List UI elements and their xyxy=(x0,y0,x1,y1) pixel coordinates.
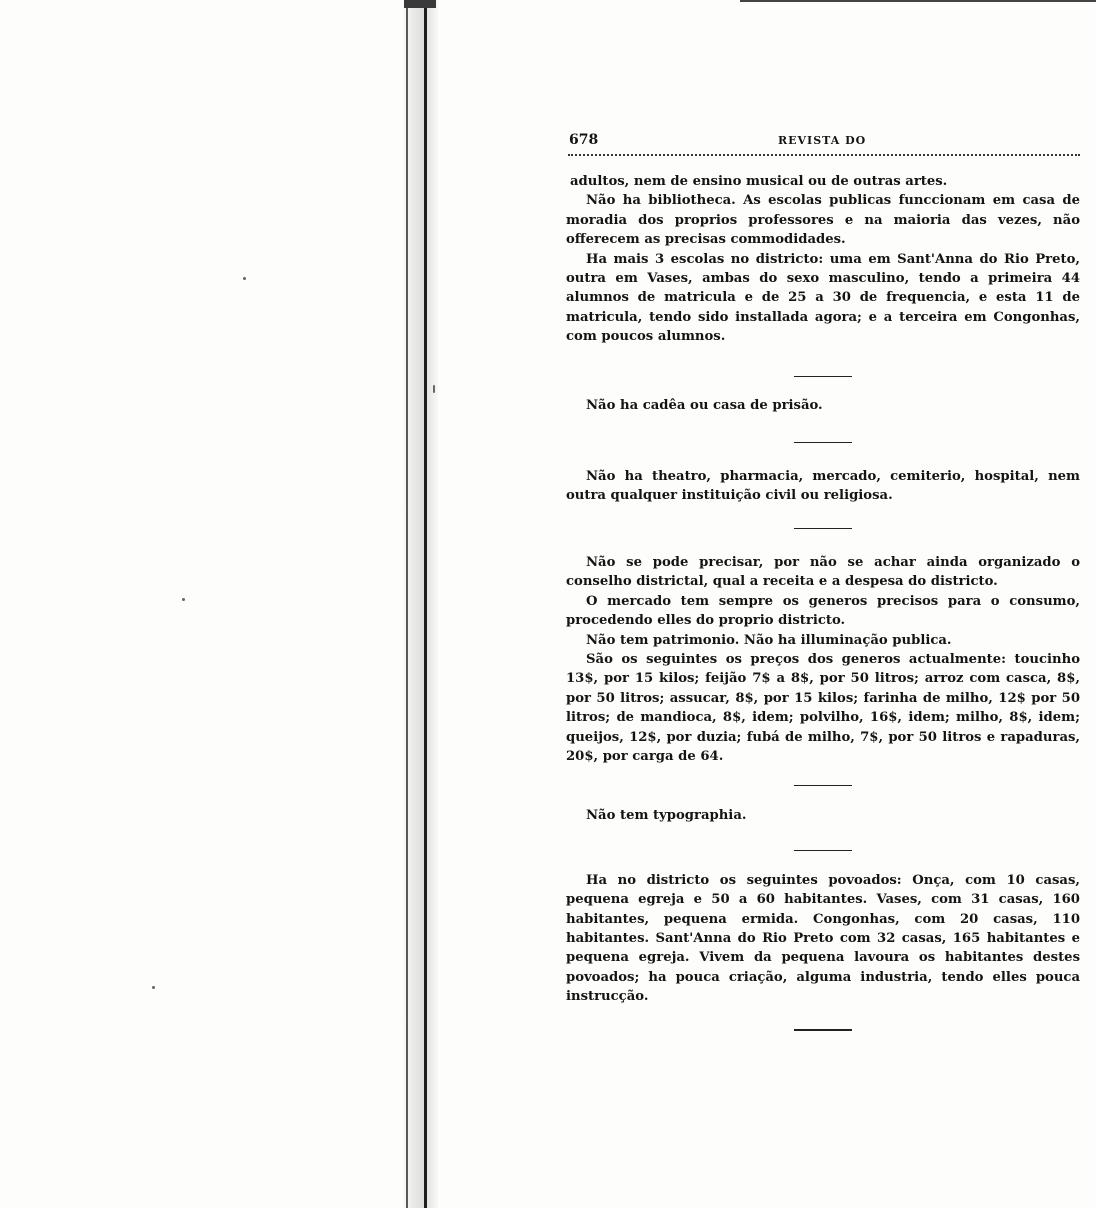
section-separator xyxy=(794,785,852,786)
section-settlements xyxy=(566,871,1080,1007)
paragraph: São os seguintes os preços dos generos actualmente: toucinho 13$, por 15 kilos; feijão 7$ a 8$, por 50 litros; arroz com casca, 8$, por 50 litros; assucar, 8$, por 15 kilos; farinha de milho, 12$ por 50 litros; de mandioca, 8$, idem; polvilho, 16$, idem; milho, 8$, idem; queijos, 12$, por duzia; fubá de milho, 7$, por 50 litros e rapaduras, 20$, por carga de 64. xyxy=(566,651,1080,764)
page-header xyxy=(566,128,1080,152)
paragraph: adultos, nem de ensino musical ou de outras artes. xyxy=(570,174,948,189)
section-finance xyxy=(566,553,1080,766)
scan-speck xyxy=(243,277,246,280)
section-separator xyxy=(794,528,852,529)
section-separator xyxy=(794,442,852,443)
running-title: REVISTA DO xyxy=(778,134,867,147)
section-press xyxy=(566,806,1080,825)
scan-speck xyxy=(182,598,185,601)
section-separator xyxy=(794,376,852,377)
gutter-top-mark xyxy=(404,0,436,8)
gutter-edge-line xyxy=(424,0,427,1208)
paragraph: O mercado tem sempre os generos precisos para o consumo, procedendo elles do proprio districto. xyxy=(566,593,1080,629)
scan-speck xyxy=(433,385,435,393)
paragraph: Não ha bibliotheca. As escolas publicas funccionam em casa de moradia dos proprios professores e na maioria das vezes, não offerecem as precisas commodidades. xyxy=(566,193,1080,248)
paragraph: Ha no districto os seguintes povoados: Onça, com 10 casas, pequena egreja e 50 a 60 habitantes. Vases, com 31 casas, 160 habitantes, pequena ermida. Congonhas, com 20 casas, 110 habitantes. Sant'Anna do Rio Preto com 32 casas, 165 habitantes e pequena egreja. Vivem da pequena lavoura os habitantes destes povoados; ha pouca criação, alguma industria, tendo elles pouca instrucção. xyxy=(566,872,1080,1005)
paragraph: Não se pode precisar, por não se achar ainda organizado o conselho districtal, qual a receita e a despesa do districto. xyxy=(566,554,1080,590)
header-rule xyxy=(568,154,1080,156)
section-separator xyxy=(794,1029,852,1031)
paragraph: Ha mais 3 escolas no districto: uma em Sant'Anna do Rio Preto, outra em Vases, ambas do sexo masculino, tendo a primeira 44 alumnos de matricula e de 25 a 30 de frequencia, e esta 11 de matricula, tendo sido installada agora; e a terceira em Congonhas, com poucos alumnos. xyxy=(566,251,1080,345)
paragraph: Não ha cadêa ou casa de prisão. xyxy=(586,397,823,413)
section-schools xyxy=(566,172,1080,347)
section-separator xyxy=(794,850,852,851)
paragraph: Não tem typographia. xyxy=(586,808,747,824)
section-prison xyxy=(566,396,1080,415)
paragraph: Não tem patrimonio. Não ha illuminação publica. xyxy=(586,632,952,648)
top-edge-line xyxy=(740,0,1096,2)
page-number: 678 xyxy=(569,132,599,148)
section-institutions xyxy=(566,467,1080,506)
book-page xyxy=(566,128,1080,1031)
paragraph: Não ha theatro, pharmacia, mercado, cemiterio, hospital, nem outra qualquer instituição civil ou religiosa. xyxy=(566,469,1080,504)
scan-speck xyxy=(152,986,155,989)
gutter-inner-line xyxy=(406,0,408,1208)
